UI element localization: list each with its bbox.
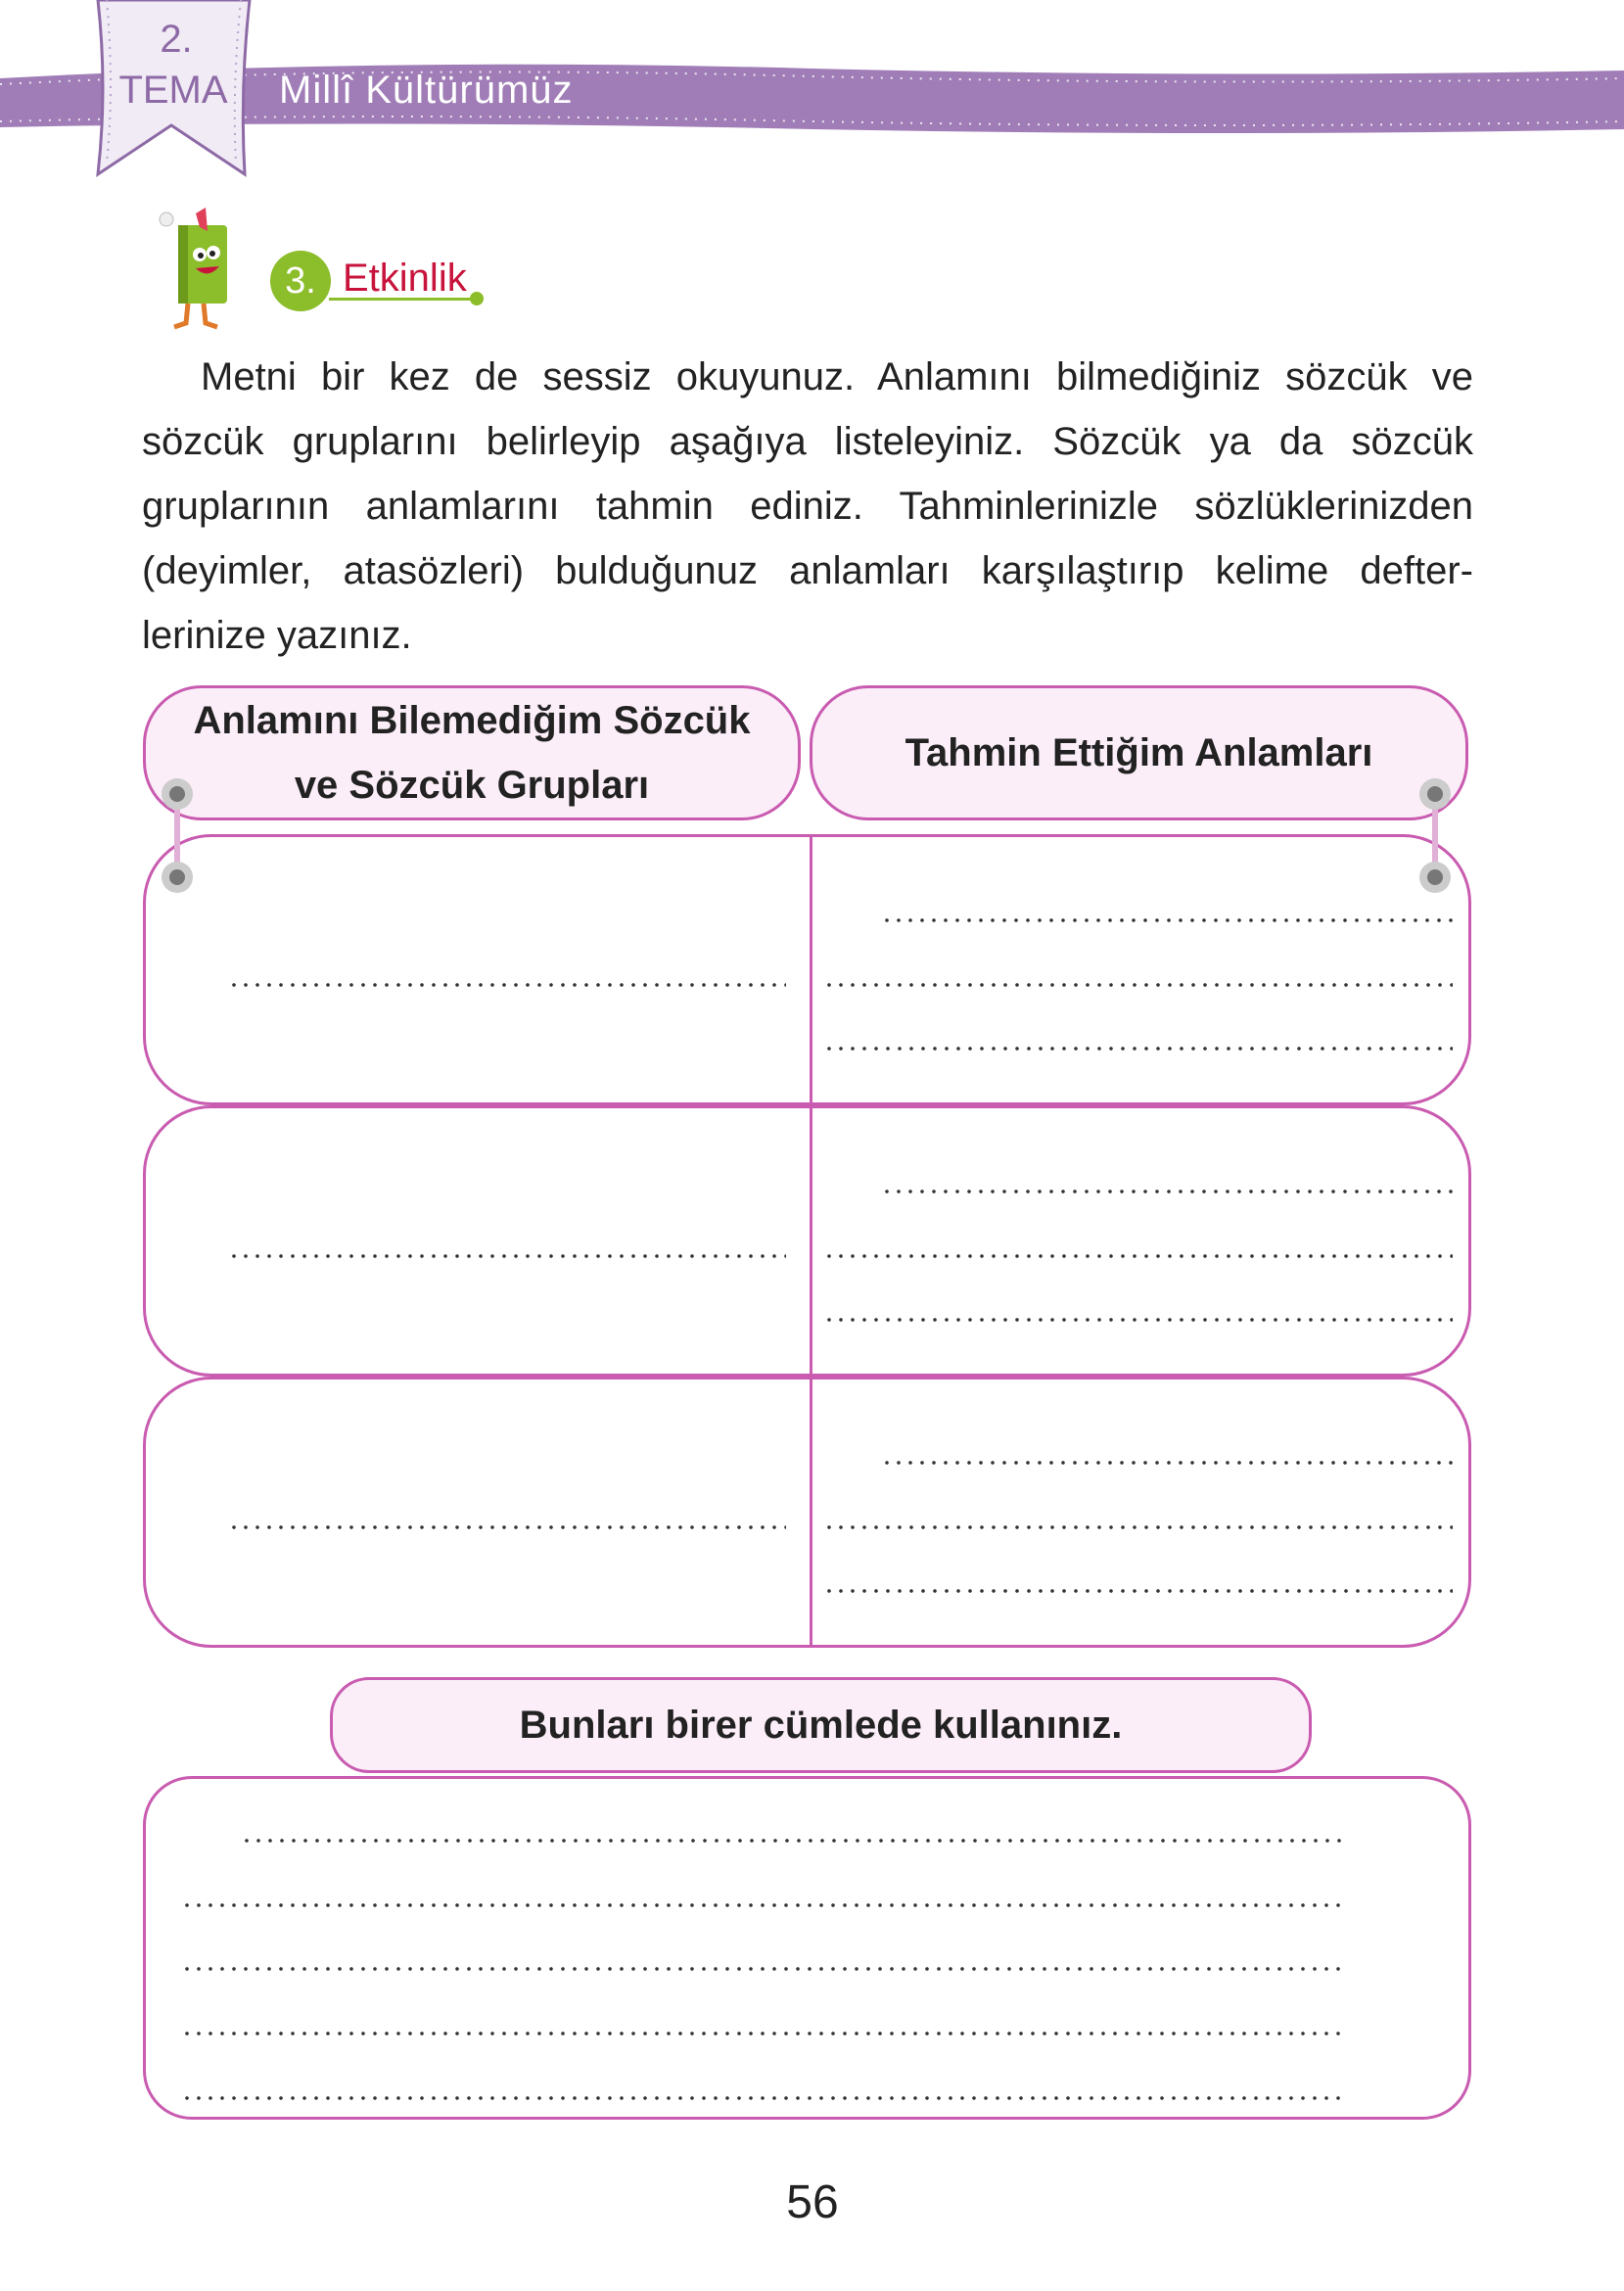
column-divider [810, 1379, 812, 1645]
answer-line[interactable] [241, 1839, 1344, 1843]
column-header-line2: ve Sözcük Grupları [294, 764, 650, 807]
answer-line[interactable] [823, 983, 1453, 987]
page-number: 56 [786, 2176, 839, 2228]
answer-line[interactable] [228, 1254, 786, 1258]
sentences-header [330, 1677, 1312, 1773]
answer-line[interactable] [881, 1461, 1453, 1465]
binder-ring-icon [162, 862, 193, 893]
answer-line[interactable] [881, 1190, 1453, 1193]
answer-line[interactable] [228, 983, 786, 987]
answer-line[interactable] [823, 1525, 1453, 1529]
answer-line[interactable] [228, 1525, 786, 1529]
table-row [143, 834, 1471, 1105]
column-header-guessed-meanings [810, 685, 1468, 820]
column-header-unknown-words [143, 685, 801, 820]
theme-title: Millî Kültürümüz [279, 69, 574, 112]
table-row [143, 1105, 1471, 1377]
column-divider [810, 1108, 812, 1374]
theme-label: TEMA [118, 69, 228, 112]
answer-line[interactable] [181, 1903, 1344, 1907]
column-header-text: Tahmin Ettiğim Anlamları [905, 731, 1373, 774]
table-row [143, 1377, 1471, 1648]
answer-line[interactable] [181, 1967, 1344, 1971]
binder-ring-icon [1419, 778, 1451, 810]
binder-ring-icon [162, 778, 193, 810]
answer-line[interactable] [823, 1254, 1453, 1258]
book-mascot-icon [157, 206, 264, 333]
sentences-title: Bunları birer cümlede kullanınız. [519, 1704, 1123, 1747]
sentences-box [143, 1776, 1471, 2120]
instructions-paragraph [142, 345, 1473, 668]
answer-line[interactable] [823, 1047, 1453, 1051]
answer-line[interactable] [181, 2032, 1344, 2035]
answer-line[interactable] [823, 1589, 1453, 1593]
activity-number-badge: 3. [270, 251, 331, 311]
column-header-line1: Anlamını Bilemediğim Sözcük [193, 699, 751, 742]
activity-title: Etkinlik [343, 257, 467, 300]
activity-underline-dot [470, 292, 484, 305]
theme-number: 2. [160, 18, 193, 61]
column-divider [810, 837, 812, 1102]
instructions-text: Metni bir kez de sessiz okuyunuz. Anlamını bilmediğiniz sözcük ve sözcük gruplarını belirleyip aşağıya listeleyiniz. Sözcük ya da sözcük gruplarının anlamlarını tahmin ediniz. Tahminlerinizle sözlüklerinizden (deyimler, atasözleri) bulduğunuz anlamları karşılaştırıp kelime defter-lerinize yazınız. [142, 355, 1473, 657]
binder-ring-icon [1419, 862, 1451, 893]
answer-line[interactable] [823, 1318, 1453, 1322]
answer-line[interactable] [881, 918, 1453, 922]
answer-line[interactable] [181, 2096, 1344, 2100]
